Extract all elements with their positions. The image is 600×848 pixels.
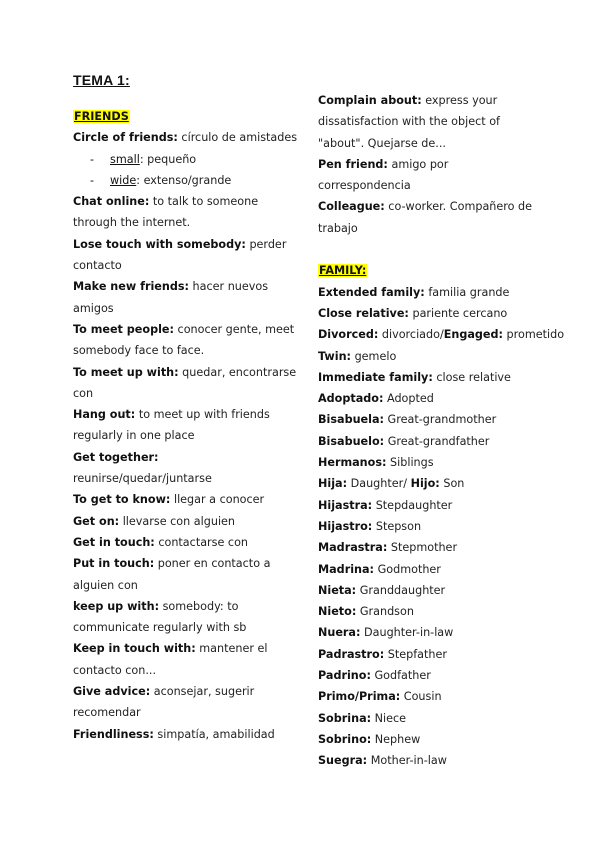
vocab-term: Get together: bbox=[73, 450, 159, 464]
vocab-term: Close relative: bbox=[318, 306, 409, 320]
vocab-definition: Stepfather bbox=[384, 647, 448, 661]
vocab-term: Keep in touch with: bbox=[73, 642, 196, 656]
family-vocabulary-list bbox=[318, 282, 565, 772]
vocab-entry bbox=[318, 90, 533, 111]
vocab-definition: reunirse/quedar/juntarse bbox=[73, 472, 212, 486]
vocab-term: Sobrina: bbox=[318, 711, 372, 725]
vocab-term: Pen friend: bbox=[318, 157, 388, 171]
vocab-definition: Stepson bbox=[372, 519, 422, 533]
vocab-definition: to meet up with friends bbox=[135, 408, 270, 422]
vocab-definition: dissatisfaction with the object of bbox=[318, 115, 500, 129]
vocab-definition: Grandson bbox=[356, 605, 414, 619]
vocab-definition: pariente cercano bbox=[408, 306, 508, 320]
vocab-entry bbox=[73, 596, 288, 617]
vocab-term: Hijastra: bbox=[318, 498, 373, 512]
vocab-definition: Adopted bbox=[383, 392, 434, 406]
vocab-entry bbox=[318, 708, 533, 729]
vocab-definition: trabajo bbox=[318, 221, 358, 235]
left-column bbox=[73, 106, 298, 745]
vocab-definition: alguien con bbox=[73, 578, 138, 592]
vocab-continuation bbox=[318, 218, 533, 239]
section-heading-label: FRIENDS bbox=[74, 110, 129, 123]
vocab-definition: Cousin bbox=[400, 690, 442, 704]
vocab-definition: Nephew bbox=[371, 732, 421, 746]
vocab-term: Hijastro: bbox=[318, 519, 373, 533]
vocab-entry bbox=[73, 511, 288, 532]
vocab-term: Make new friends: bbox=[73, 280, 189, 294]
vocab-entry bbox=[73, 532, 288, 553]
vocab-term: Extended family: bbox=[318, 285, 425, 299]
vocab-entry bbox=[318, 622, 533, 643]
vocab-continuation bbox=[73, 298, 288, 319]
vocab-entry bbox=[73, 553, 288, 574]
vocab-entry bbox=[318, 282, 533, 303]
vocab-definition: Son bbox=[439, 477, 465, 491]
vocab-entry bbox=[318, 601, 533, 622]
vocab-continuation bbox=[73, 468, 288, 489]
vocab-definition: contacto bbox=[73, 259, 122, 273]
vocab-definition: prometido bbox=[503, 328, 565, 342]
vocab-definition: simpatía, amabilidad bbox=[153, 727, 275, 741]
vocab-entry bbox=[318, 346, 533, 367]
vocab-definition: co-worker. Compañero de bbox=[384, 200, 533, 214]
vocab-continuation bbox=[318, 133, 533, 154]
vocab-definition: recomendar bbox=[73, 706, 141, 720]
vocab-entry bbox=[318, 196, 533, 217]
vocab-entry bbox=[318, 367, 533, 388]
vocab-definition: : pequeño bbox=[139, 152, 197, 166]
vocab-term: Divorced: bbox=[318, 328, 379, 342]
vocab-term: Padrino: bbox=[318, 669, 371, 683]
vocab-term: Circle of friends: bbox=[73, 131, 178, 145]
vocab-continuation bbox=[318, 175, 533, 196]
vocab-entry bbox=[318, 665, 533, 686]
vocab-definition: Mother-in-law bbox=[367, 754, 447, 768]
vocab-definition: llevarse con alguien bbox=[119, 514, 236, 528]
vocab-continuation bbox=[73, 617, 288, 638]
vocab-entry bbox=[318, 388, 533, 409]
vocab-definition: : extenso/grande bbox=[136, 173, 232, 187]
bullet-dash: - bbox=[90, 152, 95, 166]
vocab-term: Chat online: bbox=[73, 195, 150, 209]
vocab-definition: poner en contacto a bbox=[154, 557, 271, 571]
vocab-term: Suegra: bbox=[318, 754, 368, 768]
vocab-term: Complain about: bbox=[318, 94, 422, 107]
vocab-definition: amigo por bbox=[387, 157, 449, 171]
vocab-definition: Stepdaughter bbox=[372, 498, 453, 512]
vocab-definition: familia grande bbox=[424, 285, 510, 299]
vocab-entry bbox=[318, 324, 565, 345]
vocab-subitem bbox=[73, 149, 288, 170]
vocab-entry bbox=[318, 729, 533, 750]
section-heading-label: FAMILY: bbox=[319, 264, 367, 278]
vocab-entry bbox=[318, 154, 533, 175]
vocab-term: Nieta: bbox=[318, 583, 357, 597]
vocab-continuation bbox=[73, 660, 288, 681]
vocab-term: Nieto: bbox=[318, 605, 357, 619]
vocab-term: Sobrino: bbox=[318, 732, 372, 746]
vocab-term: Madrastra: bbox=[318, 541, 388, 555]
vocab-term: Adoptado: bbox=[318, 392, 384, 406]
vocab-definition: hacer nuevos bbox=[189, 280, 269, 294]
bullet-dash: - bbox=[90, 173, 95, 187]
section-heading-family bbox=[318, 260, 533, 281]
vocab-term: To meet people: bbox=[73, 322, 174, 336]
vocab-definition: contactarse con bbox=[154, 535, 249, 549]
vocab-term: Engaged: bbox=[443, 328, 503, 342]
vocab-term: To meet up with: bbox=[73, 365, 179, 379]
vocab-continuation bbox=[73, 255, 288, 276]
vocab-definition: Niece bbox=[371, 711, 407, 725]
vocab-definition: aconsejar, sugerir bbox=[150, 685, 255, 699]
vocab-entry bbox=[73, 447, 288, 468]
vocab-definition: gemelo bbox=[351, 349, 397, 363]
vocab-entry bbox=[318, 495, 533, 516]
page-title: TEMA 1: bbox=[73, 72, 130, 88]
vocab-definition: perder bbox=[245, 237, 287, 251]
vocab-entry bbox=[73, 127, 298, 148]
vocab-definition: Godmother bbox=[374, 562, 441, 576]
vocab-term: Bisabuelo: bbox=[318, 434, 385, 448]
vocab-definition: amigos bbox=[73, 301, 114, 315]
vocab-entry bbox=[318, 580, 533, 601]
misc-vocabulary-list bbox=[318, 90, 533, 239]
vocab-term: Put in touch: bbox=[73, 557, 155, 571]
vocab-entry bbox=[73, 319, 295, 340]
vocab-entry bbox=[318, 473, 533, 494]
vocab-term: Bisabuela: bbox=[318, 413, 384, 427]
vocab-term: Colleague: bbox=[318, 200, 385, 214]
vocab-entry bbox=[318, 559, 533, 580]
vocab-definition: correspondencia bbox=[318, 179, 411, 193]
vocab-definition: Great-grandfather bbox=[384, 434, 490, 448]
vocab-continuation bbox=[73, 212, 288, 233]
vocab-continuation bbox=[318, 111, 533, 132]
vocab-continuation bbox=[73, 383, 288, 404]
vocab-term: Get on: bbox=[73, 514, 120, 528]
vocab-entry bbox=[73, 234, 288, 255]
vocab-continuation bbox=[73, 702, 288, 723]
vocab-term: Hija: bbox=[318, 477, 348, 491]
vocab-continuation bbox=[73, 340, 288, 361]
vocab-definition: llegar a conocer bbox=[170, 493, 265, 507]
vocab-definition: Stepmother bbox=[387, 541, 458, 555]
section-heading-friends bbox=[73, 106, 288, 127]
vocab-entry bbox=[73, 362, 297, 383]
vocab-term: wide bbox=[110, 173, 137, 187]
vocab-entry bbox=[318, 537, 533, 558]
vocab-definition: quedar, encontrarse bbox=[178, 365, 297, 379]
vocab-definition: Granddaughter bbox=[356, 583, 446, 597]
vocab-definition: close relative bbox=[432, 370, 511, 384]
vocab-term: Hermanos: bbox=[318, 456, 387, 470]
vocab-entry bbox=[318, 409, 533, 430]
vocab-entry bbox=[318, 303, 533, 324]
vocab-term: Twin: bbox=[318, 349, 352, 363]
vocab-entry bbox=[318, 686, 533, 707]
vocab-term: Nuera: bbox=[318, 626, 361, 640]
vocab-entry bbox=[73, 638, 288, 659]
vocab-entry bbox=[73, 404, 288, 425]
vocab-term: Get in touch: bbox=[73, 535, 155, 549]
vocab-term: Hang out: bbox=[73, 408, 136, 422]
vocab-definition: communicate regularly with sb bbox=[73, 621, 247, 635]
vocab-definition: "about". Quejarse de... bbox=[318, 136, 446, 150]
vocab-continuation bbox=[73, 575, 288, 596]
vocab-term: keep up with: bbox=[73, 599, 160, 613]
vocab-entry bbox=[73, 276, 288, 297]
vocab-term: Lose touch with somebody: bbox=[73, 237, 246, 251]
vocab-entry bbox=[318, 452, 533, 473]
vocab-definition: somebody face to face. bbox=[73, 344, 205, 358]
vocab-subitem bbox=[73, 170, 288, 191]
vocab-term: Immediate family: bbox=[318, 370, 433, 384]
vocab-term: Padrastro: bbox=[318, 647, 385, 661]
vocab-definition: Great-grandmother bbox=[384, 413, 497, 427]
vocab-entry bbox=[73, 489, 288, 510]
vocab-definition: contacto con... bbox=[73, 663, 157, 677]
vocab-term: Friendliness: bbox=[73, 727, 154, 741]
vocab-entry bbox=[73, 681, 288, 702]
vocab-term: Madrina: bbox=[318, 562, 375, 576]
vocab-continuation bbox=[73, 425, 288, 446]
vocab-entry bbox=[318, 750, 533, 771]
vocab-definition: Godfather bbox=[370, 669, 431, 683]
vocab-term: small bbox=[110, 152, 140, 166]
friends-vocabulary-list bbox=[73, 127, 298, 745]
vocab-definition: Daughter/ bbox=[347, 477, 411, 491]
vocab-entry bbox=[73, 191, 288, 212]
vocab-definition: con bbox=[73, 386, 94, 400]
vocab-definition: divorciado/ bbox=[378, 328, 444, 342]
vocab-definition: Daughter-in-law bbox=[360, 626, 454, 640]
vocab-term: Primo/Prima: bbox=[318, 690, 401, 704]
right-column bbox=[318, 90, 565, 772]
vocab-definition: somebody: to bbox=[159, 599, 239, 613]
vocab-definition: regularly in one place bbox=[73, 429, 195, 443]
vocab-term: Hijo: bbox=[410, 477, 440, 491]
vocab-entry bbox=[318, 431, 533, 452]
vocab-definition: círculo de amistades bbox=[177, 131, 298, 145]
vocab-entry bbox=[318, 516, 533, 537]
vocab-term: Give advice: bbox=[73, 685, 151, 699]
vocab-definition: mantener el bbox=[195, 642, 268, 656]
section-spacer bbox=[318, 239, 533, 260]
vocab-definition: Siblings bbox=[386, 456, 434, 470]
vocab-definition: conocer gente, meet bbox=[174, 322, 295, 336]
vocab-definition: through the internet. bbox=[73, 216, 191, 230]
vocab-entry bbox=[73, 724, 288, 745]
vocab-term: To get to know: bbox=[73, 493, 171, 507]
vocab-entry bbox=[318, 644, 533, 665]
vocab-definition: to talk to someone bbox=[149, 195, 259, 209]
vocab-definition: express your bbox=[421, 94, 498, 107]
